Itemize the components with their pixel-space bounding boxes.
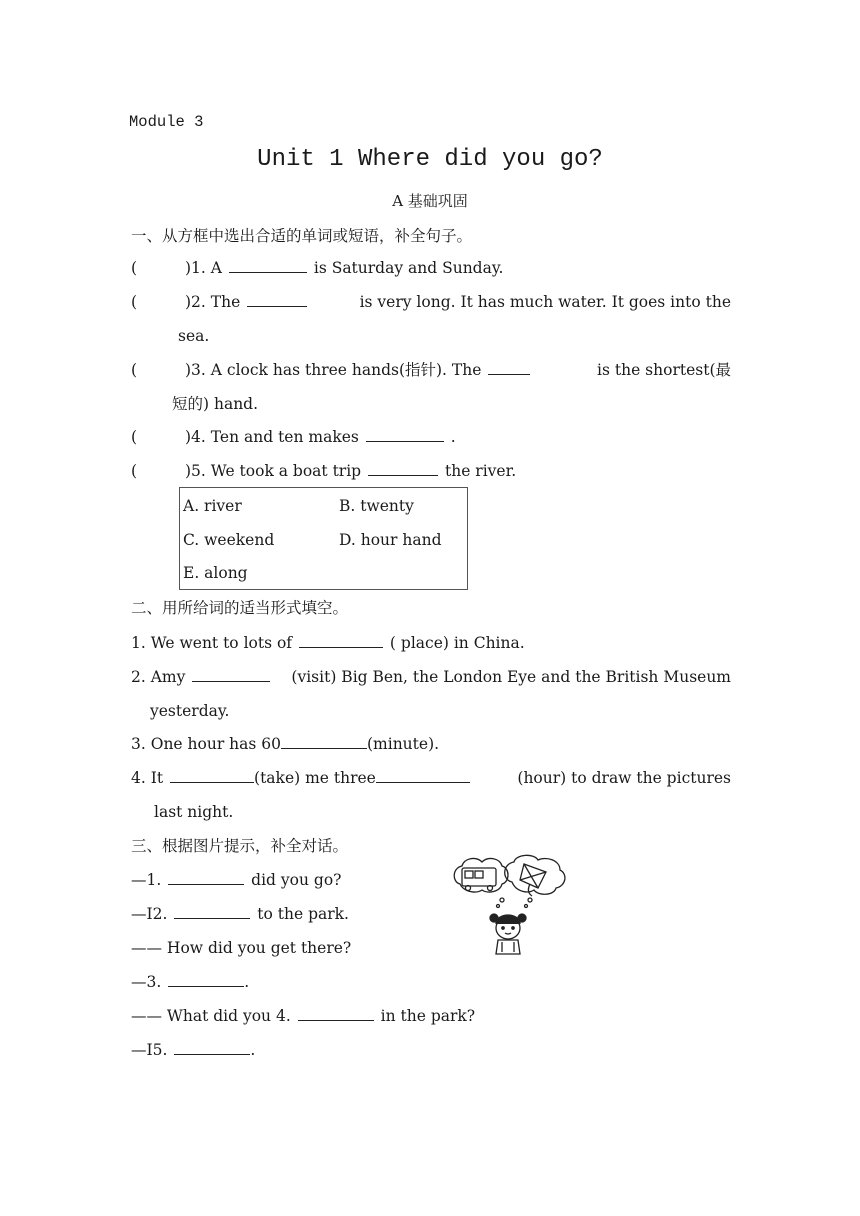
- answer-blank[interactable]: [298, 1006, 374, 1021]
- answer-blank[interactable]: [247, 292, 307, 307]
- answer-blank[interactable]: [174, 904, 250, 919]
- answer-blank[interactable]: [174, 1040, 250, 1055]
- answer-blank[interactable]: [281, 734, 367, 749]
- answer-blank[interactable]: [168, 972, 244, 987]
- answer-blank[interactable]: [170, 768, 254, 783]
- dialog-line-3: —— How did you get there?: [131, 939, 352, 957]
- option-a: A. river: [183, 497, 242, 515]
- s2-q3-row: 3. One hour has 60 (minute).: [131, 735, 440, 753]
- section2-heading: 二、用所给词的适当形式填空。: [131, 599, 349, 617]
- option-e: E. along: [183, 564, 248, 582]
- options-box: [179, 487, 468, 590]
- dialog-line-4: —3. .: [131, 973, 250, 991]
- girl-thinking-illustration: [450, 854, 570, 956]
- q3-cont: 短的) hand.: [172, 395, 259, 413]
- page-title: Unit 1 Where did you go?: [257, 146, 603, 173]
- section3-heading: 三、根据图片提示，补全对话。: [131, 837, 349, 855]
- s2-q2-cont: yesterday.: [150, 702, 230, 720]
- answer-blank[interactable]: [366, 427, 444, 442]
- page-subtitle: A 基础巩固: [392, 192, 468, 210]
- answer-blank[interactable]: [368, 461, 438, 476]
- dialog-line-1: —1. did you go?: [131, 871, 342, 889]
- option-b: B. twenty: [339, 497, 414, 515]
- q5-row: ( )5. We took a boat trip the river.: [131, 462, 517, 480]
- s2-q4-row: 4. It (take) me three (hour) to draw the pictures: [131, 769, 731, 787]
- q2-cont: sea.: [178, 327, 210, 345]
- girl-icon: [490, 914, 526, 954]
- s2-q1-row: 1. We went to lots of ( place) in China.: [131, 634, 525, 652]
- q1-row: ( )1. A is Saturday and Sunday.: [131, 259, 504, 277]
- module-label: Module 3: [129, 113, 204, 131]
- answer-blank[interactable]: [376, 768, 470, 783]
- answer-blank[interactable]: [168, 870, 244, 885]
- answer-blank[interactable]: [229, 258, 307, 273]
- s2-q4-cont: last night.: [154, 803, 234, 821]
- answer-blank[interactable]: [488, 360, 530, 375]
- section1-heading: 一、从方框中选出合适的单词或短语，补全句子。: [131, 227, 473, 245]
- q3-row: ( )3. A clock has three hands(指针). The is the shortest(最: [131, 361, 731, 379]
- option-c: C. weekend: [183, 531, 275, 549]
- s2-q2-row: 2. Amy (visit) Big Ben, the London Eye and the British Museum: [131, 668, 731, 686]
- answer-blank[interactable]: [192, 667, 270, 682]
- q4-row: ( )4. Ten and ten makes .: [131, 428, 456, 446]
- q2-row: ( )2. The is very long. It has much water. It goes into the: [131, 293, 731, 311]
- answer-blank[interactable]: [299, 633, 383, 648]
- dialog-line-6: —I5. .: [131, 1041, 256, 1059]
- dialog-line-2: —I2. to the park.: [131, 905, 349, 923]
- option-d: D. hour hand: [339, 531, 442, 549]
- dialog-line-5: —— What did you 4. in the park?: [131, 1007, 476, 1025]
